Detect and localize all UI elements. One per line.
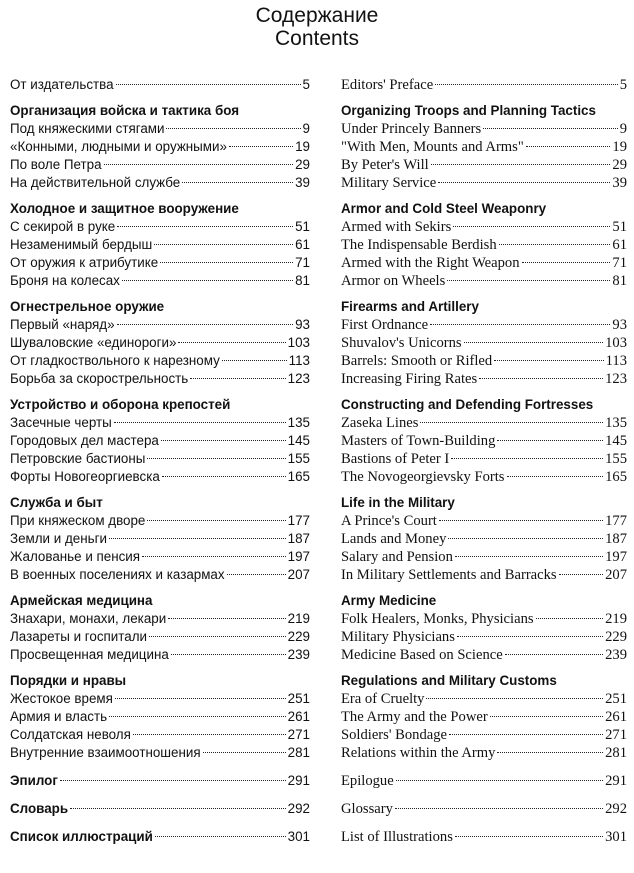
toc-entry[interactable]: [10, 352, 310, 370]
dot-leader: [451, 458, 603, 459]
toc-column-russian: [10, 76, 310, 846]
toc-entry[interactable]: [341, 530, 627, 548]
toc-entry[interactable]: [10, 334, 310, 352]
toc-entry[interactable]: [10, 370, 310, 388]
dot-leader: [497, 440, 603, 441]
toc-entry-title: По воле Петра: [10, 157, 102, 172]
dot-leader: [505, 654, 603, 655]
toc-entry[interactable]: [341, 726, 627, 744]
dot-leader: [115, 698, 286, 699]
toc-entry[interactable]: [10, 646, 310, 664]
dot-leader: [447, 280, 610, 281]
toc-entry[interactable]: [341, 272, 627, 290]
toc-entry[interactable]: [10, 628, 310, 646]
toc-entry-title: Внутренние взаимоотношения: [10, 745, 201, 760]
toc-entry[interactable]: [341, 370, 627, 388]
dot-leader: [483, 128, 617, 129]
toc-entry-title: First Ordnance: [341, 317, 429, 333]
toc-entry-page-number: 281: [605, 745, 627, 761]
toc-entry[interactable]: [10, 450, 310, 468]
toc-entry-title: Epilogue: [341, 773, 394, 789]
dot-leader: [147, 520, 285, 521]
toc-entry-page-number: 5: [619, 77, 627, 93]
toc-entry-page-number: 301: [605, 829, 627, 845]
dot-leader: [114, 422, 286, 423]
dot-leader: [161, 440, 286, 441]
toc-entry[interactable]: [341, 610, 627, 628]
toc-section-heading: Огнестрельное оружие: [10, 299, 165, 314]
toc-entry-page-number: 145: [287, 433, 310, 448]
toc-entry-page-number: 19: [295, 139, 310, 154]
toc-entry[interactable]: [341, 628, 627, 646]
toc-entry-title: Знахари, монахи, лекари: [10, 611, 167, 626]
toc-entry-title: Military Physicians: [341, 629, 455, 645]
toc-entry[interactable]: [341, 690, 627, 708]
dot-leader: [438, 182, 610, 183]
toc-entry[interactable]: [341, 76, 627, 94]
toc-entry-page-number: 61: [295, 237, 310, 252]
toc-entry-page-number: 29: [612, 157, 627, 173]
dot-leader: [499, 244, 611, 245]
toc-entry-title: Броня на колесах: [10, 273, 120, 288]
toc-entry-page-number: 229: [287, 629, 310, 644]
dot-leader: [133, 734, 286, 735]
contents-title-english: Contents: [274, 27, 360, 50]
toc-entry-title: Armed with the Right Weapon: [341, 255, 520, 271]
toc-section-heading: Army Medicine: [341, 593, 437, 608]
toc-entry-page-number: 113: [605, 353, 627, 369]
toc-entry[interactable]: [341, 138, 627, 156]
toc-entry-page-number: 135: [605, 415, 627, 431]
toc-section-heading: Armor and Cold Steel Weaponry: [341, 201, 547, 216]
toc-entry-title: Незаменимый бердыш: [10, 237, 153, 252]
toc-section: [10, 494, 310, 584]
toc-entry[interactable]: [10, 138, 310, 156]
toc-entry-title: От издательства: [10, 77, 114, 92]
toc-entry[interactable]: [10, 414, 310, 432]
toc-entry-title: С секирой в руке: [10, 219, 116, 234]
dot-leader: [490, 716, 603, 717]
toc-entry-title: Просвещенная медицина: [10, 647, 169, 662]
toc-entry-title: Bastions of Peter I: [341, 451, 450, 467]
toc-section: [10, 672, 310, 762]
toc-section-heading: Organizing Troops and Planning Tactics: [341, 103, 596, 118]
toc-entry-title: Лазареты и госпитали: [10, 629, 147, 644]
toc-entry-title: By Peter's Will: [341, 157, 429, 173]
toc-entry[interactable]: [341, 828, 627, 846]
toc-entry-page-number: 261: [605, 709, 627, 725]
toc-entry-page-number: 39: [612, 175, 627, 191]
toc-entry-title: Glossary: [341, 801, 393, 817]
toc-entry[interactable]: [10, 76, 310, 94]
toc-entry-title: Городовых дел мастера: [10, 433, 159, 448]
toc-entry[interactable]: [10, 610, 310, 628]
toc-entry-page-number: 207: [287, 567, 310, 582]
toc-section-heading: Порядки и нравы: [10, 673, 127, 688]
toc-entry-page-number: 291: [605, 773, 627, 789]
toc-entry-page-number: 207: [605, 567, 627, 583]
toc-section-heading: Life in the Military: [341, 495, 455, 510]
dot-leader: [526, 146, 611, 147]
toc-section: [10, 298, 310, 388]
dot-leader: [396, 780, 603, 781]
dot-leader: [448, 538, 603, 539]
toc-entry[interactable]: [10, 254, 310, 272]
toc-entry-title: A Prince's Court: [341, 513, 437, 529]
toc-entry-page-number: 292: [605, 801, 627, 817]
toc-entry-title: Lands and Money: [341, 531, 447, 547]
toc-section-heading: Армейская медицина: [10, 593, 153, 608]
toc-section-heading: Regulations and Military Customs: [341, 673, 557, 688]
toc-entry-page-number: 271: [605, 727, 627, 743]
toc-entry-page-number: 93: [612, 317, 627, 333]
dot-leader: [455, 556, 603, 557]
dot-leader: [190, 378, 285, 379]
toc-entry[interactable]: [10, 548, 310, 566]
toc-entry[interactable]: [10, 120, 310, 138]
toc-entry[interactable]: [341, 548, 627, 566]
toc-section: [341, 298, 627, 388]
toc-entry-title: Петровские бастионы: [10, 451, 146, 466]
dot-leader: [155, 836, 286, 837]
toc-entry[interactable]: [341, 316, 627, 334]
toc-entry-title: Armed with Sekirs: [341, 219, 452, 235]
dot-leader: [435, 84, 618, 85]
toc-entry[interactable]: [341, 120, 627, 138]
dot-leader: [60, 780, 286, 781]
toc-entry-page-number: 165: [605, 469, 627, 485]
toc-entry-title: Солдатская неволя: [10, 727, 131, 742]
toc-entry[interactable]: [10, 566, 310, 584]
toc-entry[interactable]: [341, 236, 627, 254]
dot-leader: [117, 226, 293, 227]
toc-entry-page-number: 239: [605, 647, 627, 663]
toc-section: [10, 200, 310, 290]
toc-entry-title: Zaseka Lines: [341, 415, 419, 431]
toc-entry-title: Masters of Town-Building: [341, 433, 496, 449]
dot-leader: [147, 458, 285, 459]
toc-entry[interactable]: [341, 450, 627, 468]
toc-entry-page-number: 219: [287, 611, 310, 626]
toc-entry[interactable]: [10, 828, 310, 846]
dot-leader: [449, 734, 603, 735]
toc-entry-page-number: 145: [605, 433, 627, 449]
toc-entry-title: На действительной службе: [10, 175, 181, 190]
toc-entry[interactable]: [341, 254, 627, 272]
toc-entry-title: Земли и деньги: [10, 531, 107, 546]
toc-entry-page-number: 197: [605, 549, 627, 565]
toc-entry[interactable]: [341, 414, 627, 432]
dot-leader: [227, 574, 286, 575]
toc-entry-title: Жестокое время: [10, 691, 113, 706]
toc-entry[interactable]: [341, 708, 627, 726]
toc-entry-page-number: 177: [287, 513, 310, 528]
toc-entry-page-number: 291: [287, 773, 310, 788]
toc-entry[interactable]: [341, 218, 627, 236]
toc-entry-page-number: 187: [605, 531, 627, 547]
toc-entry[interactable]: [10, 432, 310, 450]
toc-entry-page-number: 123: [605, 371, 627, 387]
dot-leader: [70, 808, 286, 809]
toc-entry[interactable]: [10, 708, 310, 726]
dot-leader: [168, 618, 285, 619]
toc-entry-page-number: 9: [619, 121, 627, 137]
dot-leader: [464, 342, 604, 343]
toc-entry-page-number: 39: [295, 175, 310, 190]
toc-entry[interactable]: [10, 468, 310, 486]
dot-leader: [154, 244, 293, 245]
toc-entry-title: «Конными, людными и оружными»: [10, 139, 227, 154]
toc-section: [10, 592, 310, 664]
toc-entry-title: The Novogeorgievsky Forts: [341, 469, 505, 485]
toc-entry-title: Increasing Firing Rates: [341, 371, 478, 387]
toc-entry[interactable]: [341, 334, 627, 352]
toc-entry-page-number: 61: [612, 237, 627, 253]
toc-entry-title: Relations within the Army: [341, 745, 496, 761]
toc-entry[interactable]: [341, 566, 627, 584]
contents-title-russian: Содержание: [255, 4, 379, 27]
toc-entry-title: Под княжескими стягами: [10, 121, 165, 136]
toc-entry-title: От гладкоствольного к нарезному: [10, 353, 220, 368]
dot-leader: [420, 422, 603, 423]
toc-entry-page-number: 103: [605, 335, 627, 351]
dot-leader: [166, 128, 300, 129]
toc-section-heading: Firearms and Artillery: [341, 299, 479, 314]
dot-leader: [109, 538, 286, 539]
dot-leader: [439, 520, 603, 521]
dot-leader: [426, 698, 603, 699]
toc-entry-title: Under Princely Banners: [341, 121, 482, 137]
toc-entry[interactable]: [10, 726, 310, 744]
toc-section-heading: Устройство и оборона крепостей: [10, 397, 231, 412]
dot-leader: [222, 360, 287, 361]
toc-entry[interactable]: [10, 530, 310, 548]
toc-entry-title: Словарь: [10, 801, 69, 816]
toc-entry-title: Armor on Wheels: [341, 273, 446, 289]
toc-entry-page-number: 103: [287, 335, 310, 350]
toc-entry-page-number: 71: [295, 255, 310, 270]
toc-entry-page-number: 51: [612, 219, 627, 235]
toc-entry[interactable]: [10, 156, 310, 174]
toc-entry-title: Засечные черты: [10, 415, 112, 430]
toc-entry-page-number: 301: [287, 829, 310, 844]
toc-section: [10, 396, 310, 486]
dot-leader: [536, 618, 604, 619]
toc-entry-title: Salary and Pension: [341, 549, 453, 565]
toc-entry-page-number: 71: [612, 255, 627, 271]
toc-section: [10, 102, 310, 192]
toc-entry-page-number: 197: [287, 549, 310, 564]
dot-leader: [507, 476, 604, 477]
toc-entry-page-number: 187: [287, 531, 310, 546]
toc-entry-page-number: 51: [295, 219, 310, 234]
dot-leader: [171, 654, 286, 655]
toc-entry[interactable]: [341, 174, 627, 192]
toc-entry-title: Era of Cruelty: [341, 691, 425, 707]
toc-entry-title: Первый «наряд»: [10, 317, 115, 332]
toc-entry-page-number: 113: [288, 353, 310, 368]
toc-entry[interactable]: [10, 512, 310, 530]
toc-entry-title: Шуваловские «единороги»: [10, 335, 177, 350]
toc-entry-title: Military Service: [341, 175, 437, 191]
toc-entry[interactable]: [341, 646, 627, 664]
toc-entry-title: Форты Новогеоргиевска: [10, 469, 160, 484]
toc-entry-title: Эпилог: [10, 773, 58, 788]
toc-entry[interactable]: [341, 156, 627, 174]
dot-leader: [178, 342, 285, 343]
dot-leader: [497, 752, 603, 753]
dot-leader: [122, 280, 293, 281]
toc-entry-page-number: 292: [287, 801, 310, 816]
toc-entry-page-number: 177: [605, 513, 627, 529]
toc-entry-page-number: 219: [605, 611, 627, 627]
toc-entry-page-number: 261: [287, 709, 310, 724]
toc-entry[interactable]: [10, 236, 310, 254]
toc-section: [341, 672, 627, 762]
toc-entry-page-number: 81: [612, 273, 627, 289]
dot-leader: [182, 182, 293, 183]
dot-leader: [104, 164, 294, 165]
dot-leader: [142, 556, 286, 557]
dot-leader: [559, 574, 604, 575]
toc-entry-page-number: 123: [287, 371, 310, 386]
toc-entry-title: Barrels: Smooth or Rifled: [341, 353, 493, 369]
dot-leader: [160, 262, 293, 263]
toc-entry-page-number: 93: [295, 317, 310, 332]
toc-entry-page-number: 9: [302, 121, 310, 136]
dot-leader: [431, 164, 611, 165]
toc-entry-page-number: 229: [605, 629, 627, 645]
dot-leader: [116, 84, 301, 85]
toc-entry-page-number: 81: [295, 273, 310, 288]
dot-leader: [479, 378, 603, 379]
toc-entry-title: Список иллюстраций: [10, 829, 153, 844]
toc-section-heading: Служба и быт: [10, 495, 103, 510]
toc-entry-page-number: 281: [287, 745, 310, 760]
dot-leader: [229, 146, 293, 147]
toc-entry-title: Soldiers' Bondage: [341, 727, 447, 743]
toc-section: [341, 494, 627, 584]
toc-section: [341, 102, 627, 192]
toc-entry-title: "With Men, Mounts and Arms": [341, 139, 524, 155]
toc-entry[interactable]: [10, 174, 310, 192]
toc-entry-title: Борьба за скорострельность: [10, 371, 189, 386]
toc-column-english: [341, 76, 627, 846]
dot-leader: [162, 476, 286, 477]
dot-leader: [149, 636, 286, 637]
toc-entry[interactable]: [341, 772, 627, 790]
toc-entry[interactable]: [10, 272, 310, 290]
toc-entry[interactable]: [341, 468, 627, 486]
toc-entry[interactable]: [10, 316, 310, 334]
toc-entry-title: The Army and the Power: [341, 709, 488, 725]
dot-leader: [453, 226, 610, 227]
dot-leader: [430, 324, 610, 325]
toc-entry[interactable]: [10, 690, 310, 708]
toc-entry-page-number: 19: [612, 139, 627, 155]
toc-entry-page-number: 271: [287, 727, 310, 742]
dot-leader: [117, 324, 294, 325]
toc-entry-title: Жалованье и пенсия: [10, 549, 141, 564]
toc-entry-title: В военных поселениях и казармах: [10, 567, 225, 582]
toc-entry-title: In Military Settlements and Barracks: [341, 567, 557, 583]
dot-leader: [494, 360, 603, 361]
toc-entry-page-number: 155: [605, 451, 627, 467]
dot-leader: [522, 262, 611, 263]
toc-section: [341, 200, 627, 290]
toc-entry[interactable]: [341, 512, 627, 530]
toc-entry-title: List of Illustrations: [341, 829, 453, 845]
toc-section-heading: Constructing and Defending Fortresses: [341, 397, 594, 412]
toc-entry[interactable]: [10, 218, 310, 236]
toc-entry[interactable]: [10, 800, 310, 818]
toc-entry-page-number: 165: [287, 469, 310, 484]
toc-entry-title: The Indispensable Berdish: [341, 237, 497, 253]
toc-entry-page-number: 239: [287, 647, 310, 662]
toc-entry-title: Shuvalov's Unicorns: [341, 335, 462, 351]
toc-entry[interactable]: [10, 744, 310, 762]
dot-leader: [457, 636, 603, 637]
toc-entry-page-number: 251: [605, 691, 627, 707]
toc-entry-title: Medicine Based on Science: [341, 647, 503, 663]
dot-leader: [395, 808, 603, 809]
toc-entry[interactable]: [341, 432, 627, 450]
toc-entry-page-number: 135: [287, 415, 310, 430]
toc-entry-page-number: 155: [287, 451, 310, 466]
toc-section: [341, 396, 627, 486]
toc-entry[interactable]: [10, 772, 310, 790]
toc-entry[interactable]: [341, 352, 627, 370]
toc-entry[interactable]: [341, 800, 627, 818]
dot-leader: [455, 836, 603, 837]
toc-section: [341, 592, 627, 664]
dot-leader: [203, 752, 286, 753]
toc-entry[interactable]: [341, 744, 627, 762]
toc-entry-title: Folk Healers, Monks, Physicians: [341, 611, 534, 627]
toc-entry-page-number: 5: [302, 77, 310, 92]
dot-leader: [109, 716, 286, 717]
toc-entry-title: От оружия к атрибутике: [10, 255, 159, 270]
toc-entry-title: Editors' Preface: [341, 77, 434, 93]
toc-entry-title: При княжеском дворе: [10, 513, 146, 528]
toc-entry-title: Армия и власть: [10, 709, 108, 724]
toc-section-heading: Холодное и защитное вооружение: [10, 201, 239, 216]
toc-entry-page-number: 251: [287, 691, 310, 706]
toc-entry-page-number: 29: [295, 157, 310, 172]
toc-section-heading: Организация войска и тактика боя: [10, 103, 240, 118]
